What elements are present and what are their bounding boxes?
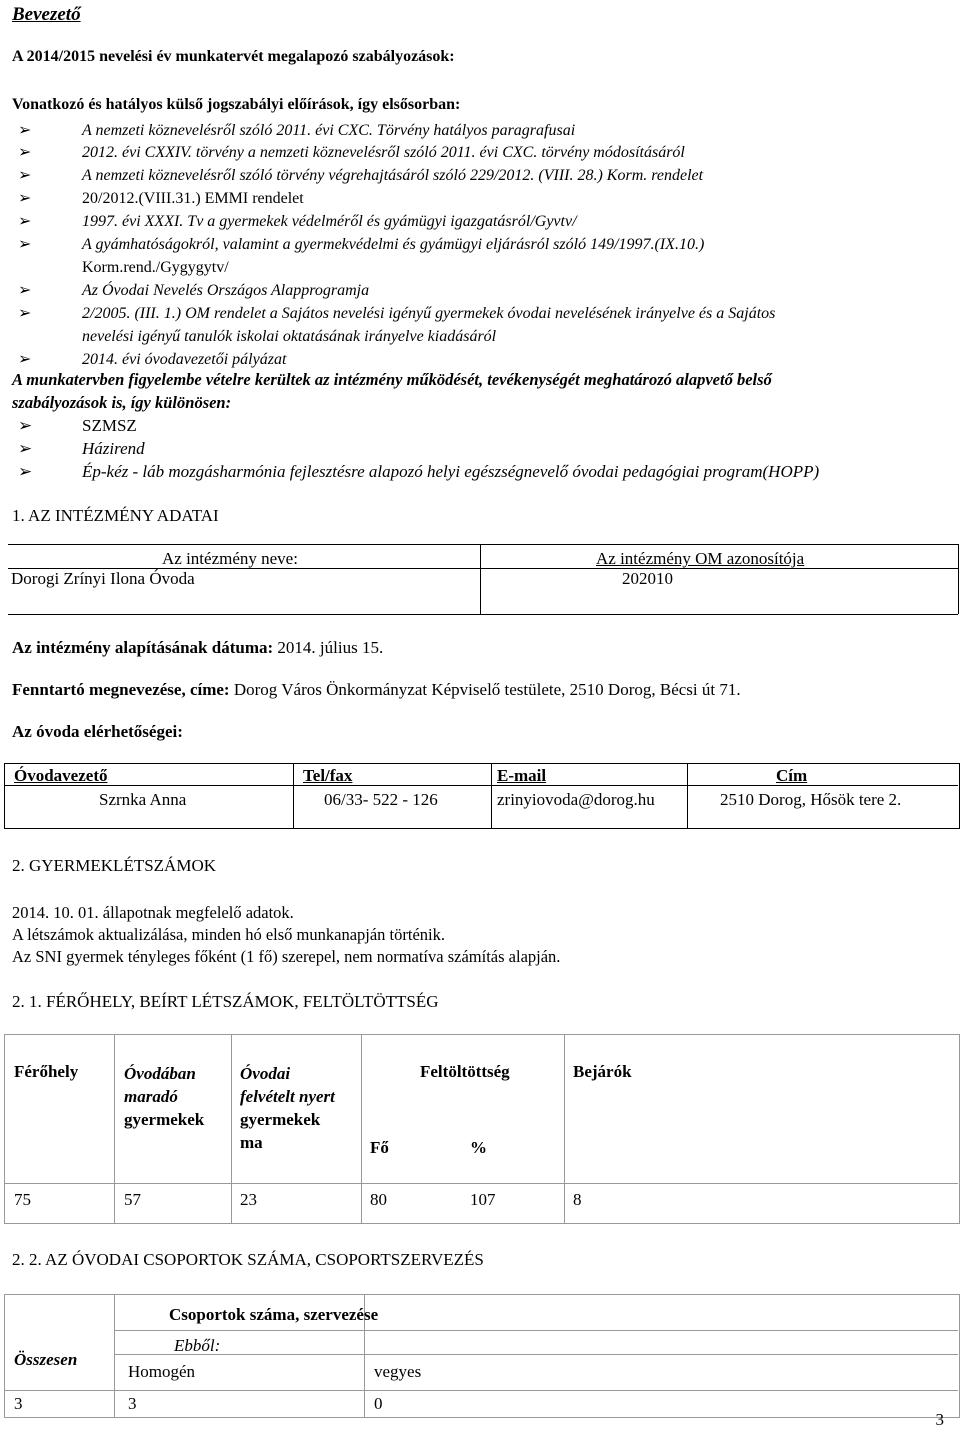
institution-name: Dorogi Zrínyi Ilona Óvoda <box>11 569 195 588</box>
arrow-bullet-icon: ➢ <box>18 167 32 184</box>
contacts-table <box>4 763 958 829</box>
arrow-bullet-icon: ➢ <box>18 439 33 458</box>
page-title: Bevezető <box>12 4 81 25</box>
table-cell: 0 <box>374 1394 383 1413</box>
header-line: felvételt nyert <box>240 1087 335 1106</box>
arrow-bullet-icon: ➢ <box>18 144 32 161</box>
institution-name-header: Az intézmény neve: <box>162 549 298 568</box>
arrow-bullet-icon: ➢ <box>18 122 32 139</box>
table-cell: 107 <box>470 1190 496 1209</box>
institution-om: 202010 <box>622 569 673 588</box>
table-cell: 06/33- 522 - 126 <box>324 790 438 809</box>
header-line: gyermekek <box>124 1110 205 1129</box>
table-cell: Szrnka Anna <box>99 790 187 809</box>
note-line: 2014. 10. 01. állapotnak megfelelő adatok. <box>12 903 294 922</box>
contacts-heading: Az óvoda elérhetőségei: <box>12 722 183 741</box>
list-item-text: SZMSZ <box>82 416 137 435</box>
table-cell: 3 <box>14 1394 23 1413</box>
founding-label: Az intézmény alapításának dátuma: <box>12 638 274 657</box>
header-line: ma <box>240 1133 263 1152</box>
list-item-text: 2012. évi CXXIV. törvény a nemzeti köznevelésről szóló 2011. évi CXC. törvény módosításáról <box>82 144 685 161</box>
section-2-title: 2. GYERMEKLÉTSZÁMOK <box>12 856 216 875</box>
list-item-text: 2/2005. (III. 1.) OM rendelet a Sajátos nevelési igényű gyermekek óvodai nevelésének irányelve és a Sajátos <box>82 305 776 322</box>
column-header <box>124 1062 204 1131</box>
table-cell: 75 <box>14 1190 31 1209</box>
column-header: Fő <box>370 1138 389 1157</box>
column-header: Ebből: <box>174 1336 221 1355</box>
operator <box>12 680 741 700</box>
column-header: Férőhely <box>14 1062 79 1081</box>
operator-value: Dorog Város Önkormányzat Képviselő testülete, 2510 Dorog, Bécsi út 71. <box>233 680 741 699</box>
arrow-bullet-icon: ➢ <box>18 305 32 322</box>
list-item-text: nevelési igényű tanulók iskolai oktatásának irányelve kiadásáról <box>82 328 497 345</box>
group-table <box>4 1294 958 1418</box>
table-cell: 23 <box>240 1190 257 1209</box>
list-item-text: 20/2012.(VIII.31.) EMMI rendelet <box>82 190 304 207</box>
page-number: 3 <box>935 1410 944 1429</box>
arrow-bullet-icon: ➢ <box>18 190 32 207</box>
list-item-text: A gyámhatóságokról, valamint a gyermekvédelmi és gyámügyi eljárásról szóló 149/1997.(IX.10.) <box>82 236 705 253</box>
internal-heading-line1: A munkatervben figyelembe vételre kerültek az intézmény működését, tevékenységét meghatározó alapvető belső <box>12 370 772 389</box>
table-cell: 2510 Dorog, Hősök tere 2. <box>720 790 902 809</box>
column-header: Óvodavezető <box>14 766 108 785</box>
column-header <box>240 1062 335 1154</box>
internal-heading-line2: szabályozások is, így különösen: <box>12 393 232 412</box>
header-line: gyermekek <box>240 1110 321 1129</box>
capacity-table <box>4 1034 958 1224</box>
operator-label: Fenntartó megnevezése, címe: <box>12 680 230 699</box>
list-item-text: Korm.rend./Gygygytv/ <box>82 259 229 276</box>
arrow-bullet-icon: ➢ <box>18 351 32 368</box>
note-line: Az SNI gyermek tényleges főként (1 fő) szerepel, nem normatíva számítás alapján. <box>12 947 561 966</box>
regulations-heading: A 2014/2015 nevelési év munkatervét megalapozó szabályozások: <box>12 48 455 65</box>
arrow-bullet-icon: ➢ <box>18 213 32 230</box>
column-header: Összesen <box>14 1350 78 1369</box>
column-header: Feltöltöttség <box>420 1062 510 1081</box>
founding-date <box>12 638 383 658</box>
column-header: Csoportok száma, szervezése <box>169 1305 379 1324</box>
column-header: % <box>470 1138 487 1157</box>
list-item-text: A nemzeti köznevelésről szóló 2011. évi CXC. Törvény hatályos paragrafusai <box>82 122 576 139</box>
list-item-text: A nemzeti köznevelésről szóló törvény végrehajtásáról szóló 229/2012. (VIII. 28.) Korm. rendelet <box>82 167 704 184</box>
column-header: Homogén <box>128 1362 196 1381</box>
section-1-title: 1. AZ INTÉZMÉNY ADATAI <box>12 506 219 525</box>
header-line: maradó <box>124 1087 178 1106</box>
arrow-bullet-icon: ➢ <box>18 462 33 481</box>
section-2-2-title: 2. 2. AZ ÓVODAI CSOPORTOK SZÁMA, CSOPORTSZERVEZÉS <box>12 1250 484 1269</box>
column-header: E-mail <box>497 766 547 785</box>
list-item-text: Házirend <box>82 439 145 458</box>
founding-value: 2014. július 15. <box>277 638 384 657</box>
list-item-text: 2014. évi óvodavezetői pályázat <box>82 351 287 368</box>
table-cell: 8 <box>573 1190 582 1209</box>
section-2-1-title: 2. 1. FÉRŐHELY, BEÍRT LÉTSZÁMOK, FELTÖLTÖTTSÉG <box>12 992 439 1011</box>
arrow-bullet-icon: ➢ <box>18 282 32 299</box>
arrow-bullet-icon: ➢ <box>18 236 32 253</box>
column-header: Tel/fax <box>303 766 353 785</box>
counts-notes <box>12 902 560 968</box>
table-cell: 57 <box>124 1190 141 1209</box>
column-header: Bejárók <box>573 1062 632 1081</box>
institution-om-header: Az intézmény OM azonosítója <box>596 549 805 568</box>
email-link[interactable]: zrinyiovoda@dorog.hu <box>497 790 655 809</box>
header-line: Óvodában <box>124 1064 196 1083</box>
note-line: A létszámok aktualizálása, minden hó első munkanapján történik. <box>12 925 446 944</box>
header-line: Óvodai <box>240 1064 291 1083</box>
column-header: vegyes <box>374 1362 422 1381</box>
table-cell: 80 <box>370 1190 387 1209</box>
table-cell: 3 <box>128 1394 137 1413</box>
laws-heading: Vonatkozó és hatályos külső jogszabályi előírások, így elsősorban: <box>12 96 461 113</box>
list-item-text: Ép-kéz - láb mozgásharmónia fejlesztésre alapozó helyi egészségnevelő óvodai pedagógiai program(HOPP) <box>82 462 820 481</box>
institution-table <box>8 544 958 614</box>
arrow-bullet-icon: ➢ <box>18 416 33 435</box>
column-header: Cím <box>776 766 808 785</box>
list-item-text: Az Óvodai Nevelés Országos Alapprogramja <box>82 282 370 299</box>
list-item-text: 1997. évi XXXI. Tv a gyermekek védelméről és gyámügyi igazgatásról/Gyvtv/ <box>82 213 577 230</box>
